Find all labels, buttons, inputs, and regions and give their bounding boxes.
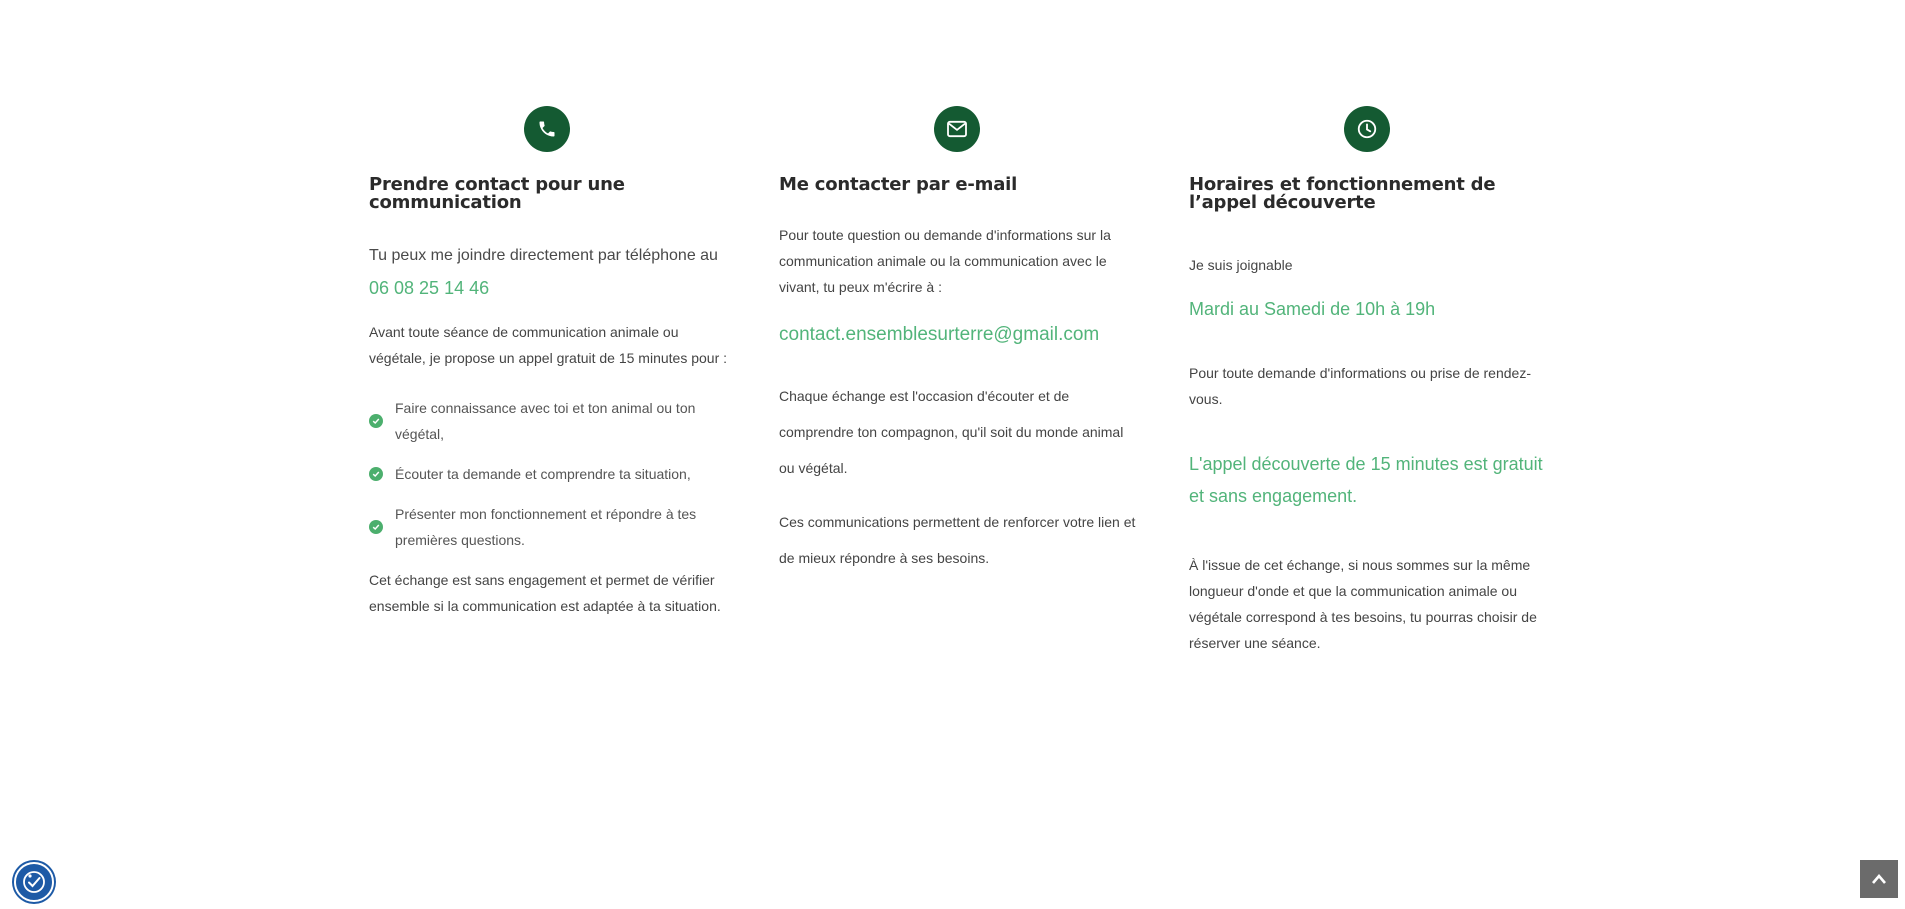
phone-icon [524, 106, 570, 152]
list-item [369, 461, 729, 487]
hours-column [1189, 106, 1549, 656]
phone-column-title: Prendre contact pour une communication [369, 174, 625, 213]
hours-column-title: Horaires et fonctionnement de l’appel découverte [1189, 174, 1496, 213]
clock-icon [1344, 106, 1390, 152]
back-to-top-button[interactable] [1860, 860, 1898, 898]
list-item-label: Présenter mon fonctionnement et répondre à tes premières questions. [395, 506, 697, 548]
email-link[interactable]: contact.ensemblesurterre@gmail.com [779, 324, 1100, 345]
email-intro-text: Pour toute question ou demande d'informations sur la communication animale ou la communication avec le vivant, tu peux m'écrire à : [779, 227, 1111, 295]
check-circle-icon [369, 467, 383, 481]
hours-paragraph-1: Pour toute demande d'informations ou prise de rendez-vous. [1189, 365, 1531, 407]
phone-lead-text: Tu peux me joindre directement par téléphone au [369, 247, 718, 264]
accessibility-button[interactable] [14, 862, 54, 902]
phone-outro-text: Cet échange est sans engagement et permet de vérifier ensemble si la communication est adaptée à ta situation. [369, 572, 721, 614]
discovery-call-highlight: L'appel découverte de 15 minutes est gratuit et sans engagement. [1189, 454, 1543, 506]
phone-intro-text: Avant toute séance de communication animale ou végétale, je propose un appel gratuit de 15 minutes pour : [369, 324, 728, 366]
list-item-label: Faire connaissance avec toi et ton animal ou ton végétal, [395, 400, 696, 442]
list-item-label: Écouter ta demande et comprendre ta situation, [395, 466, 691, 482]
list-item [369, 395, 729, 447]
check-circle-icon [369, 520, 383, 534]
email-paragraph-1: Chaque échange est l'occasion d'écouter et de comprendre ton compagnon, qu'il soit du monde animal ou végétal. [779, 388, 1124, 476]
chevron-up-icon [1871, 873, 1887, 885]
phone-contact-column [369, 106, 729, 619]
discovery-call-checklist [369, 395, 729, 553]
list-item [369, 501, 729, 553]
hours-paragraph-2: À l'issue de cet échange, si nous sommes sur la même longueur d'onde et que la communication animale ou végétale correspond à tes besoins, tu pourras choisir de réserver une séance. [1189, 557, 1537, 651]
hours-text: Mardi au Samedi de 10h à 19h [1189, 299, 1436, 319]
email-column-title: Me contacter par e-mail [779, 174, 1018, 195]
check-circle-icon [369, 414, 383, 428]
phone-number-link[interactable]: 06 08 25 14 46 [369, 278, 490, 298]
hours-lead-text: Je suis joignable [1189, 257, 1293, 273]
accessibility-icon [21, 869, 47, 895]
envelope-icon [934, 106, 980, 152]
email-paragraph-2: Ces communications permettent de renforcer votre lien et de mieux répondre à ses besoins. [779, 514, 1136, 566]
email-contact-column [779, 106, 1139, 576]
